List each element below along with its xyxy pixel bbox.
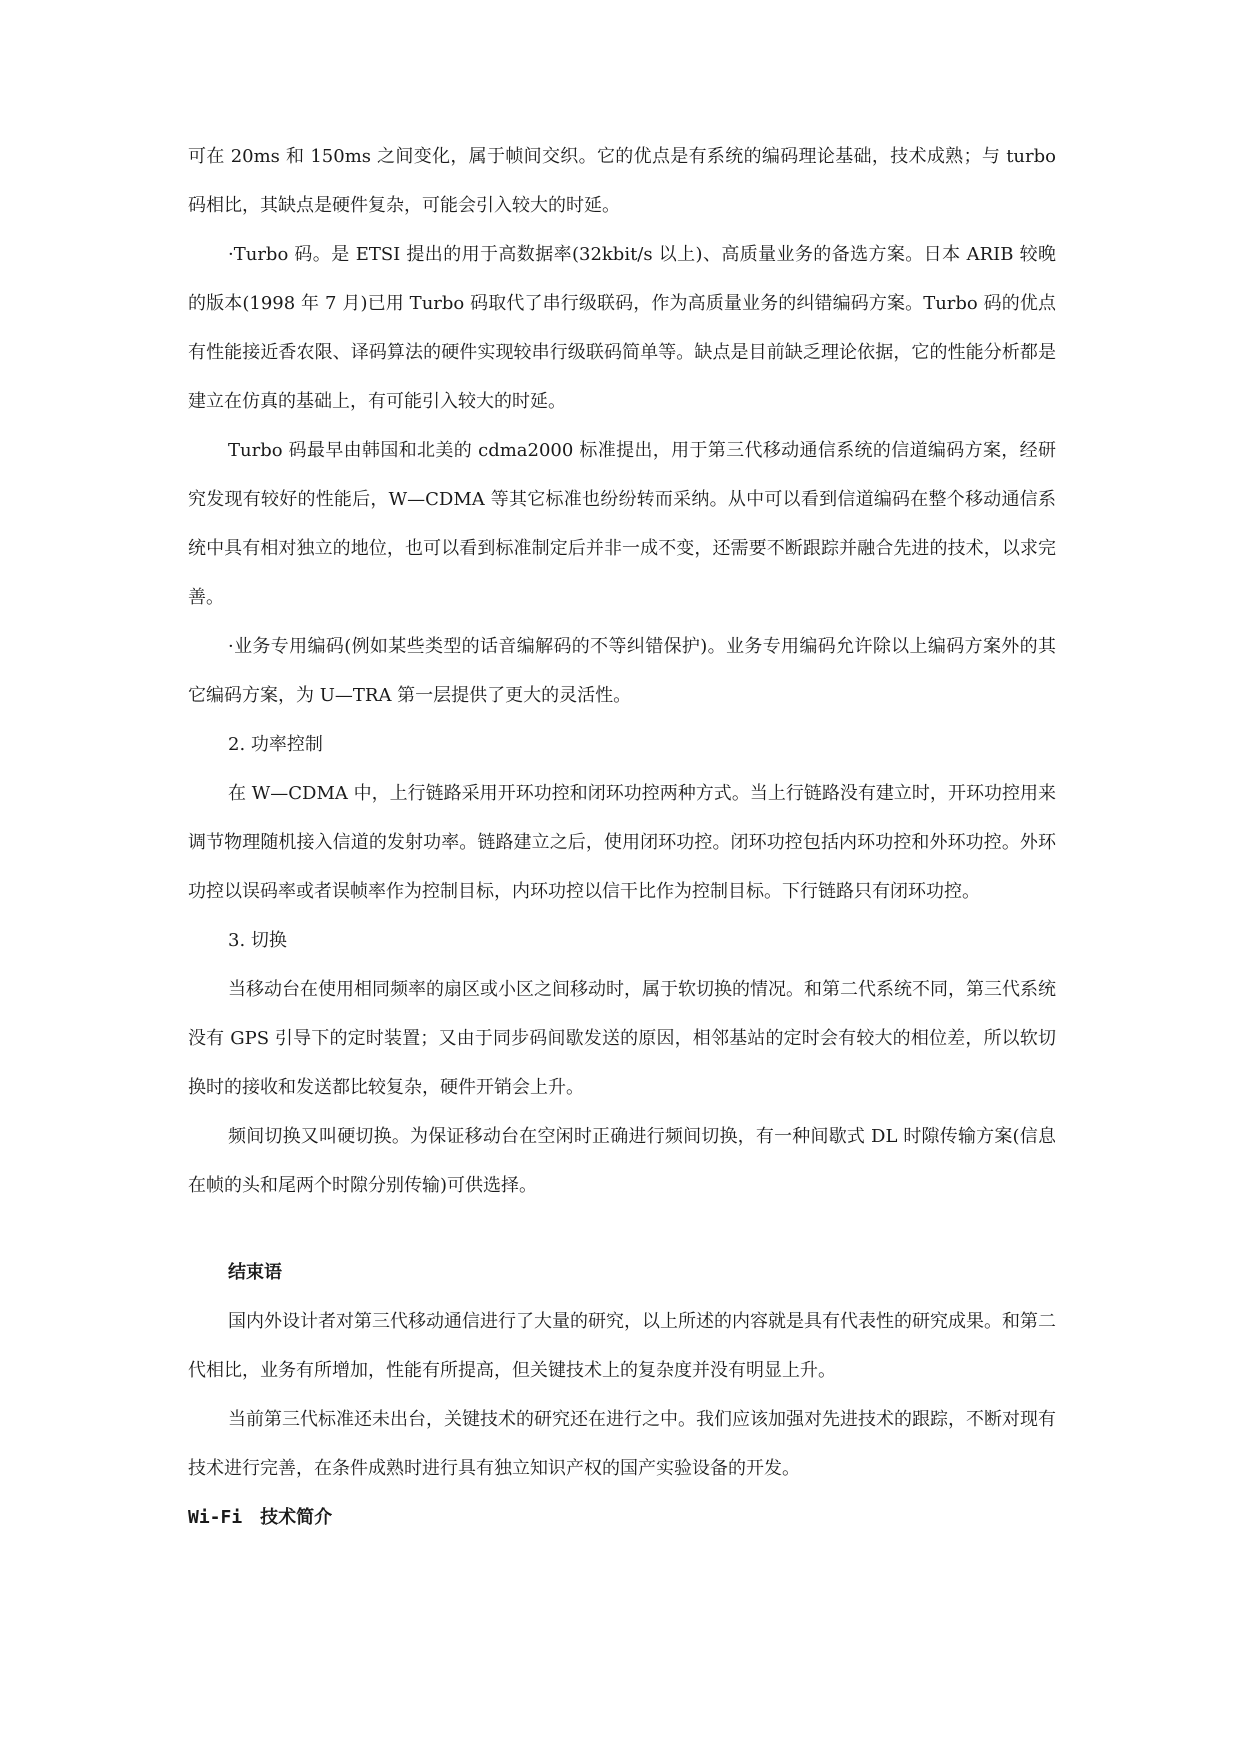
spacer (188, 1210, 1056, 1248)
paragraph-soft-handover: 当移动台在使用相同频率的扇区或小区之间移动时，属于软切换的情况。和第二代系统不同，第三代系统没有 GPS 引导下的定时装置；又由于同步码间歇发送的原因，相邻基站的定时会有较大的相位差，所以软切换时的接收和发送都比较复杂，硬件开销会上升。 (188, 979, 1056, 1098)
paragraph-conclusion-1: 国内外设计者对第三代移动通信进行了大量的研究，以上所述的内容就是具有代表性的研究成果。和第二代相比，业务有所增加，性能有所提高，但关键技术上的复杂度并没有明显上升。 (188, 1311, 1056, 1381)
section-heading-handover: 3. 切换 (228, 930, 287, 951)
paragraph-conclusion-2: 当前第三代标准还未出台，关键技术的研究还在进行之中。我们应该加强对先进技术的跟踪，不断对现有技术进行完善，在条件成熟时进行具有独立知识产权的国产实验设备的开发。 (188, 1409, 1056, 1479)
paragraph-service-coding: ·业务专用编码(例如某些类型的话音编解码的不等纠错保护)。业务专用编码允许除以上编码方案外的其它编码方案，为 U—TRA 第一层提供了更大的灵活性。 (188, 636, 1056, 706)
paragraph-power-control: 在 W—CDMA 中，上行链路采用开环功控和闭环功控两种方式。当上行链路没有建立时，开环功控用来调节物理随机接入信道的发射功率。链路建立之后，使用闭环功控。闭环功控包括内环功控和外环功控。外环功控以误码率或者误帧率作为控制目标，内环功控以信干比作为控制目标。下行链路只有闭环功控。 (188, 783, 1056, 902)
body-text (188, 132, 1056, 1542)
section-heading-conclusion: 结束语 (228, 1262, 282, 1283)
section-heading-wifi: Wi-Fi 技术简介 (188, 1507, 333, 1528)
paragraph-turbo-code: ·Turbo 码。是 ETSI 提出的用于高数据率(32kbit/s 以上)、高质量业务的备选方案。日本 ARIB 较晚的版本(1998 年 7 月)已用 Turbo 码取代了串行级联码，作为高质量业务的纠错编码方案。Turbo 码的优点有性能接近香农限、译码算法的硬件实现较串行级联码简单等。缺点是目前缺乏理论依据，它的性能分析都是建立在仿真的基础上，有可能引入较大的时延。 (188, 244, 1056, 412)
paragraph-hard-handover: 频间切换又叫硬切换。为保证移动台在空闲时正确进行频间切换，有一种间歇式 DL 时隙传输方案(信息在帧的头和尾两个时隙分别传输)可供选择。 (188, 1126, 1056, 1196)
section-heading-power-control: 2. 功率控制 (228, 734, 323, 755)
paragraph-turbo-origin: Turbo 码最早由韩国和北美的 cdma2000 标准提出，用于第三代移动通信系统的信道编码方案，经研究发现有较好的性能后，W—CDMA 等其它标准也纷纷转而采纳。从中可以看到信道编码在整个移动通信系统中具有相对独立的地位，也可以看到标准制定后并非一成不变，还需要不断跟踪并融合先进的技术，以求完善。 (188, 440, 1056, 608)
paragraph-interleaving: 可在 20ms 和 150ms 之间变化，属于帧间交织。它的优点是有系统的编码理论基础，技术成熟；与 turbo 码相比，其缺点是硬件复杂，可能会引入较大的时延。 (188, 146, 1056, 216)
